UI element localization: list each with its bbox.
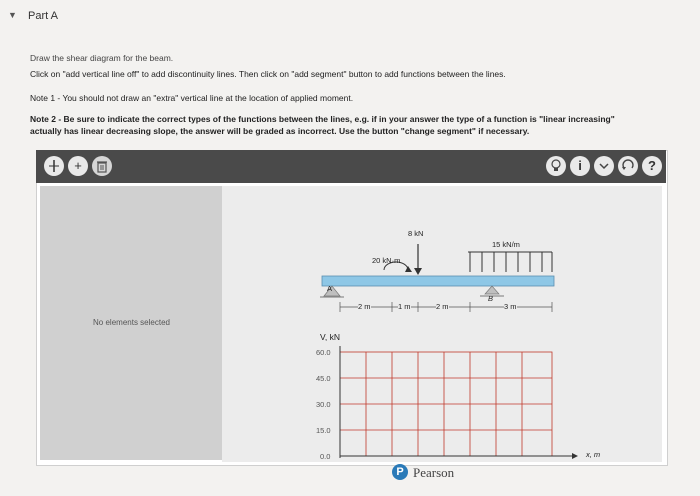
info-icon[interactable]: i bbox=[570, 156, 590, 176]
dimension-label: 3 m bbox=[504, 302, 517, 311]
hint-bulb-icon[interactable] bbox=[546, 156, 566, 176]
y-tick-label: 15.0 bbox=[316, 426, 331, 435]
distributed-load-label: 15 kN/m bbox=[492, 240, 520, 249]
instruction-note-1: Note 1 - You should not draw an "extra" vertical line at the location of applied moment. bbox=[30, 93, 354, 103]
instruction-note-2: Note 2 - Be sure to indicate the correct types of the functions between the lines, e.g. if in your answer the type of a function is "linear increasing" bbox=[30, 114, 615, 124]
diagram-area[interactable] bbox=[222, 186, 662, 462]
y-tick-label: 60.0 bbox=[316, 348, 331, 357]
force-label: 8 kN bbox=[408, 229, 424, 238]
moment-label: 20 kN·m bbox=[372, 256, 401, 265]
instruction-note-2-cont: actually has linear decreasing slope, the answer will be graded as incorrect. Use the button "change segment" if necessary. bbox=[30, 126, 530, 136]
caret-down-icon[interactable]: ▼ bbox=[8, 10, 17, 20]
trash-icon[interactable] bbox=[92, 156, 112, 176]
chevron-down-icon[interactable] bbox=[594, 156, 614, 176]
plus-icon[interactable]: + bbox=[68, 156, 88, 176]
dimension-label: 2 m bbox=[436, 302, 449, 311]
y-axis-label: V, kN bbox=[320, 332, 341, 342]
dimension-label: 1 m bbox=[398, 302, 411, 311]
y-tick-label: 45.0 bbox=[316, 374, 331, 383]
toolbar bbox=[36, 150, 666, 183]
support-a-label: A bbox=[327, 284, 333, 293]
x-axis-label: x, m bbox=[586, 450, 601, 459]
reset-icon[interactable] bbox=[618, 156, 638, 176]
dimension-label: 2 m bbox=[358, 302, 371, 311]
y-tick-label: 30.0 bbox=[316, 400, 331, 409]
y-tick-label: 0.0 bbox=[320, 452, 331, 461]
part-title: Part A bbox=[28, 10, 58, 22]
part-header[interactable] bbox=[0, 0, 700, 34]
instruction-line: Draw the shear diagram for the beam. bbox=[30, 53, 174, 63]
support-b-label: B bbox=[488, 294, 494, 303]
pearson-logo-icon: P bbox=[392, 464, 408, 480]
instruction-line: Click on "add vertical line off" to add discontinuity lines. Then click on "add segment" button to add functions between the lines. bbox=[30, 69, 506, 79]
help-icon[interactable]: ? bbox=[642, 156, 662, 176]
pearson-text: Pearson bbox=[413, 465, 455, 480]
selection-status: No elements selected bbox=[93, 318, 170, 327]
add-vertical-line-icon[interactable] bbox=[44, 156, 64, 176]
